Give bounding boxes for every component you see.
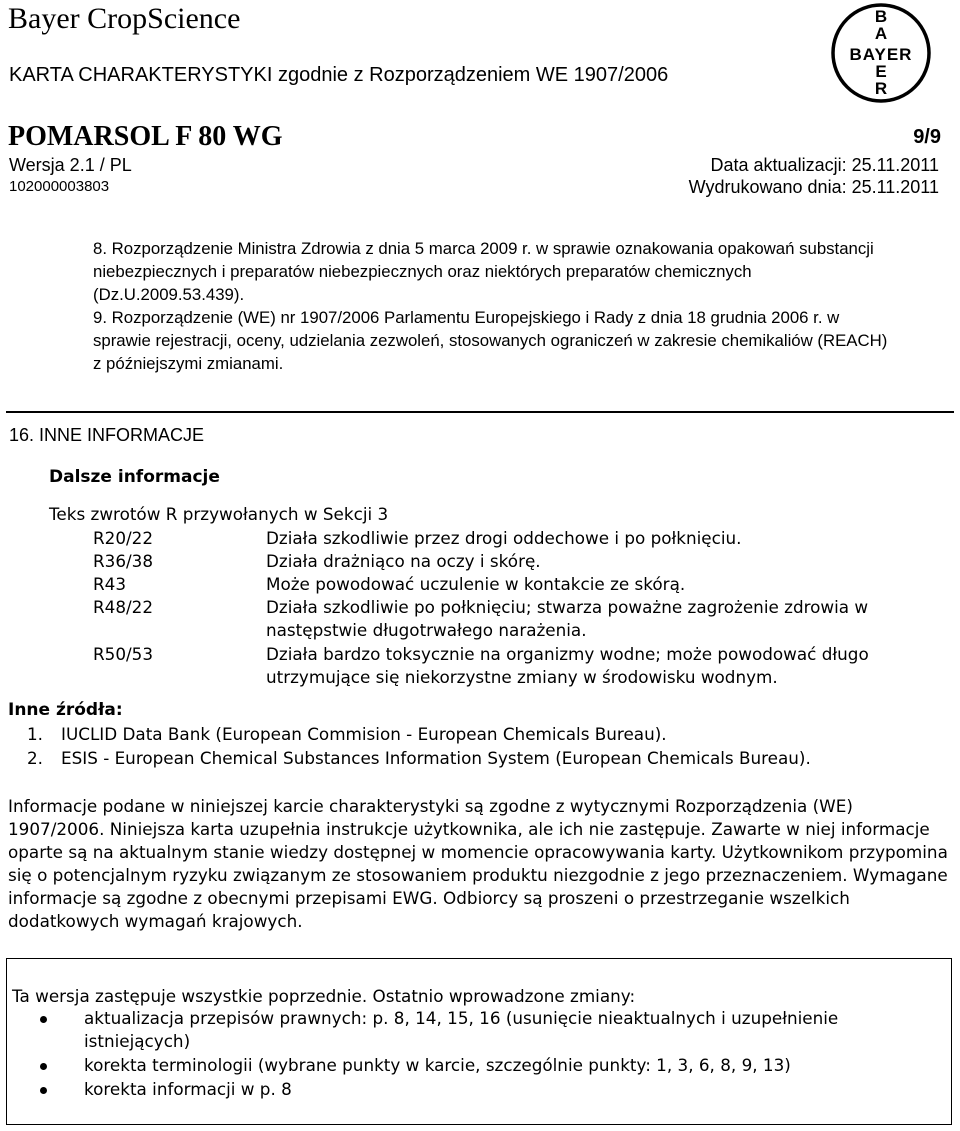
info-paragraph: Informacje podane w niniejszej karcie charakterystyki są zgodne z wytycznymi Rozporządzenia (WE) 1907/2006. Niniejsza karta uzupełnia instrukcje użytkownika, ale ich nie zastępuje. Zawarte w niej informacje oparte są na aktualnym stanie wiedzy dostępnej w momencie opracowywania karty. Użytkownikom przypomina się o potencjalnym ryzyku związanym ze stosowaniem produktu niezgodnie z jego przeznaczeniem. Wymagane informacje są zgodne z obecnymi przepisami EWG. Odbiorcy są proszeni o przestrzeganie wszelkich dodatkowych wymagań krajowych. — [8, 796, 948, 931]
bullet-icon — [40, 1087, 47, 1094]
svg-text:A: A — [874, 24, 888, 43]
r-phrases-intro: Teks zwrotów R przywołanych w Sekcji 3 — [49, 504, 389, 524]
change-text: korekta informacji w p. 8 — [84, 1079, 292, 1099]
source-number: 2. — [27, 748, 44, 768]
further-info-heading: Dalsze informacje — [49, 467, 220, 487]
changes-intro: Ta wersja zastępuje wszystkie poprzednie. Ostatnio wprowadzone zmiany: — [12, 986, 636, 1006]
r-phrase-text: Działa drażniąco na oczy i skórę. — [266, 551, 541, 571]
regulation-item-8: 8. Rozporządzenie Ministra Zdrowia z dnia 5 marca 2009 r. w sprawie oznakowania opakowań substancji niebezpiecznych i preparatów niebezpiecznych oraz niektórych preparatów chemicznych (Dz.U.2009.53.439). — [93, 239, 874, 304]
r-phrase-code: R50/53 — [93, 644, 154, 664]
r-phrase-code: R43 — [93, 574, 127, 594]
section-divider — [6, 411, 954, 413]
update-date: Data aktualizacji: 25.11.2011 — [710, 155, 939, 175]
company-name: Bayer CropScience — [8, 2, 241, 35]
r-phrase-text: Działa bardzo toksycznie na organizmy wodne; może powodować długo utrzymujące się niekorzystne zmiany w środowisku wodnym. — [266, 644, 869, 687]
version-label: Wersja 2.1 / PL — [9, 155, 132, 175]
page-number: 9/9 — [913, 126, 941, 148]
r-phrase-code: R36/38 — [93, 551, 154, 571]
r-phrase-code: R48/22 — [93, 597, 154, 617]
other-sources-heading: Inne źródła: — [8, 700, 123, 720]
section-16-heading: 16. INNE INFORMACJE — [9, 425, 205, 445]
print-date: Wydrukowano dnia: 25.11.2011 — [688, 177, 939, 197]
document-title: KARTA CHARAKTERYSTYKI zgodnie z Rozporządzeniem WE 1907/2006 — [9, 64, 669, 86]
r-phrase-text: Działa szkodliwie przez drogi oddechowe i po połknięciu. — [266, 528, 742, 548]
source-number: 1. — [27, 724, 44, 744]
document-code: 102000003803 — [9, 178, 110, 195]
svg-text:R: R — [874, 79, 888, 98]
source-text: IUCLID Data Bank (European Commision - European Chemicals Bureau). — [61, 724, 667, 744]
source-text: ESIS - European Chemical Substances Information System (European Chemicals Bureau). — [61, 748, 811, 768]
svg-text:B: B — [874, 7, 888, 26]
bullet-icon — [40, 1063, 47, 1070]
svg-text:BAYER: BAYER — [849, 45, 913, 64]
r-phrase-code: R20/22 — [93, 528, 154, 548]
regulation-item-9: 9. Rozporządzenie (WE) nr 1907/2006 Parlamentu Europejskiego i Rady z dnia 18 grudnia 2006 r. w sprawie rejestracji, oceny, udzielania zezwoleń, stosowanych ograniczeń w zakresie chemikaliów (REACH) z późniejszymi zmianami. — [93, 308, 888, 373]
svg-text:E: E — [875, 62, 887, 81]
r-phrase-text: Działa szkodliwie po połknięciu; stwarza poważne zagrożenie zdrowia w następstwie długotrwałego narażenia. — [266, 597, 869, 640]
product-name: POMARSOL F 80 WG — [8, 121, 283, 152]
r-phrase-text: Może powodować uczulenie w kontakcie ze skórą. — [266, 574, 686, 594]
change-text: aktualizacja przepisów prawnych: p. 8, 14, 15, 16 (usunięcie nieaktualnych i uzupełnienie istniejących) — [84, 1008, 839, 1051]
bullet-icon — [40, 1016, 47, 1023]
bayer-logo — [830, 2, 932, 104]
change-text: korekta terminologii (wybrane punkty w karcie, szczególnie punkty: 1, 3, 6, 8, 9, 13) — [84, 1055, 791, 1075]
regulations-list — [93, 237, 893, 375]
